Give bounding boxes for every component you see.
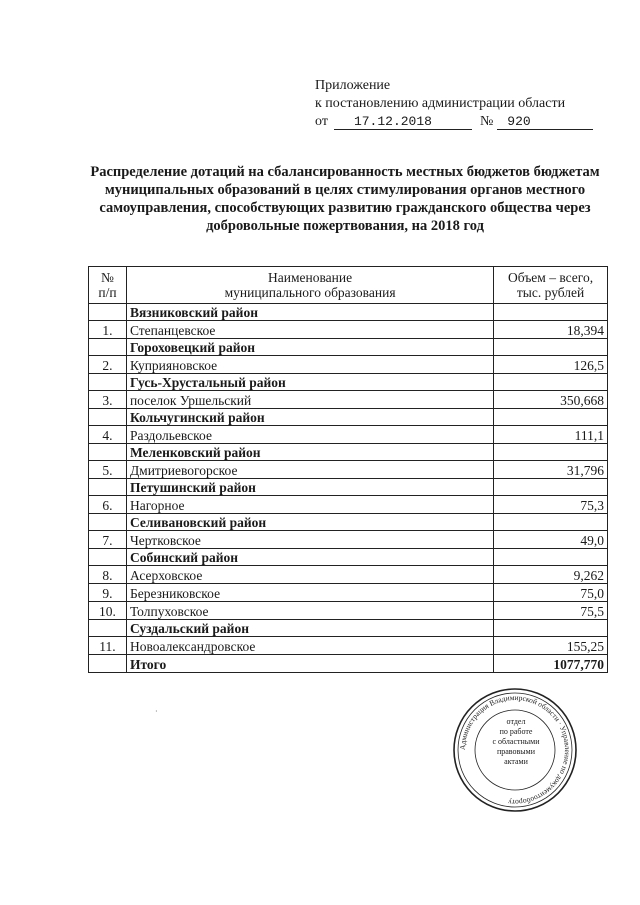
table-row (89, 391, 608, 409)
number-label: № (479, 114, 494, 129)
district-name: Меленковский район (126, 444, 493, 461)
district-num-cell (89, 444, 127, 461)
official-stamp (452, 687, 578, 813)
municipality-name: поселок Уршельский (126, 391, 493, 409)
district-row (89, 549, 608, 566)
district-name: Селивановский район (126, 514, 493, 531)
total-value: 1077,770 (494, 655, 608, 673)
district-value-cell (494, 514, 608, 531)
district-num-cell (89, 374, 127, 391)
table-row (89, 566, 608, 584)
table-row (89, 637, 608, 655)
row-number: 6. (89, 496, 127, 514)
district-row (89, 620, 608, 637)
district-value-cell (494, 339, 608, 356)
amount-value: 350,668 (494, 391, 608, 409)
district-row (89, 409, 608, 426)
amount-value: 9,262 (494, 566, 608, 584)
amount-value: 31,796 (494, 461, 608, 479)
municipality-name: Нагорное (126, 496, 493, 514)
amount-value: 75,0 (494, 584, 608, 602)
stamp-inner-line: правовыми (496, 747, 536, 756)
total-num-cell (89, 655, 127, 673)
municipality-name: Березниковское (126, 584, 493, 602)
district-name: Петушинский район (126, 479, 493, 496)
row-number: 1. (89, 321, 127, 339)
row-number: 11. (89, 637, 127, 655)
row-number: 5. (89, 461, 127, 479)
table-header-row (89, 267, 608, 304)
district-value-cell (494, 409, 608, 426)
table-row (89, 584, 608, 602)
district-num-cell (89, 620, 127, 637)
district-row (89, 304, 608, 321)
district-value-cell (494, 549, 608, 566)
district-row (89, 479, 608, 496)
amount-value: 18,394 (494, 321, 608, 339)
amount-value: 75,5 (494, 602, 608, 620)
amount-value: 155,25 (494, 637, 608, 655)
table-row (89, 321, 608, 339)
header-num: № п/п (89, 267, 127, 304)
distribution-table (88, 266, 608, 673)
district-value-cell (494, 444, 608, 461)
district-value-cell (494, 620, 608, 637)
amount-value: 75,3 (494, 496, 608, 514)
date-field: 17.12.2018 (334, 115, 472, 130)
table-row (89, 356, 608, 374)
district-name: Вязниковский район (126, 304, 493, 321)
row-number: 4. (89, 426, 127, 444)
total-label: Итого (126, 655, 493, 673)
district-num-cell (89, 479, 127, 496)
appendix-date-line (315, 113, 615, 131)
district-name: Кольчугинский район (126, 409, 493, 426)
district-name: Собинский район (126, 549, 493, 566)
municipality-name: Куприяновское (126, 356, 493, 374)
stamp-inner-line: с областными (492, 737, 540, 746)
row-number: 3. (89, 391, 127, 409)
district-value-cell (494, 479, 608, 496)
district-name: Гусь-Хрустальный район (126, 374, 493, 391)
municipality-name: Асерховское (126, 566, 493, 584)
header-amount: Объем – всего, тыс. рублей (494, 267, 608, 304)
total-row (89, 655, 608, 673)
table-row (89, 496, 608, 514)
district-num-cell (89, 549, 127, 566)
district-row (89, 374, 608, 391)
municipality-name: Раздольевское (126, 426, 493, 444)
district-value-cell (494, 374, 608, 391)
stamp-inner-line: актами (504, 757, 528, 766)
stamp-ring-text: Администрация Владимирской области · Управление по документообороту (457, 692, 573, 808)
date-label: от (315, 114, 328, 129)
table-body (89, 304, 608, 673)
district-value-cell (494, 304, 608, 321)
amount-value: 126,5 (494, 356, 608, 374)
row-number: 7. (89, 531, 127, 549)
district-name: Гороховецкий район (126, 339, 493, 356)
district-num-cell (89, 514, 127, 531)
stamp-inner-line: по работе (499, 727, 533, 736)
appendix-block (315, 77, 615, 131)
municipality-name: Толпуховское (126, 602, 493, 620)
row-number: 9. (89, 584, 127, 602)
amount-value: 111,1 (494, 426, 608, 444)
stamp-outer-ring (454, 689, 576, 811)
appendix-title: Приложение (315, 78, 391, 93)
stamp-inner-line: отдел (506, 717, 526, 726)
table-row (89, 426, 608, 444)
municipality-name: Степанцевское (126, 321, 493, 339)
district-row (89, 339, 608, 356)
row-number: 10. (89, 602, 127, 620)
number-field: 920 (497, 115, 593, 130)
amount-value: 49,0 (494, 531, 608, 549)
row-number: 8. (89, 566, 127, 584)
municipality-name: Дмитриевогорское (126, 461, 493, 479)
table-row (89, 531, 608, 549)
district-row (89, 444, 608, 461)
header-name: Наименование муниципального образования (126, 267, 493, 304)
municipality-name: Новоалександровское (126, 637, 493, 655)
row-number: 2. (89, 356, 127, 374)
table-row (89, 602, 608, 620)
document-title: Распределение дотаций на сбалансированность местных бюджетов бюджетам муниципальных образований в целях стимулирования органов местного самоуправления, способствующих развитию гражданского общества через добровольные пожертвования, на 2018 год (90, 164, 600, 234)
district-name: Суздальский район (126, 620, 493, 637)
stray-mark: · (155, 707, 158, 716)
stamp-inner-ring (475, 710, 555, 790)
district-num-cell (89, 339, 127, 356)
district-num-cell (89, 409, 127, 426)
table-row (89, 461, 608, 479)
municipality-name: Чертковское (126, 531, 493, 549)
district-row (89, 514, 608, 531)
appendix-subtitle: к постановлению администрации области (315, 96, 566, 111)
district-num-cell (89, 304, 127, 321)
